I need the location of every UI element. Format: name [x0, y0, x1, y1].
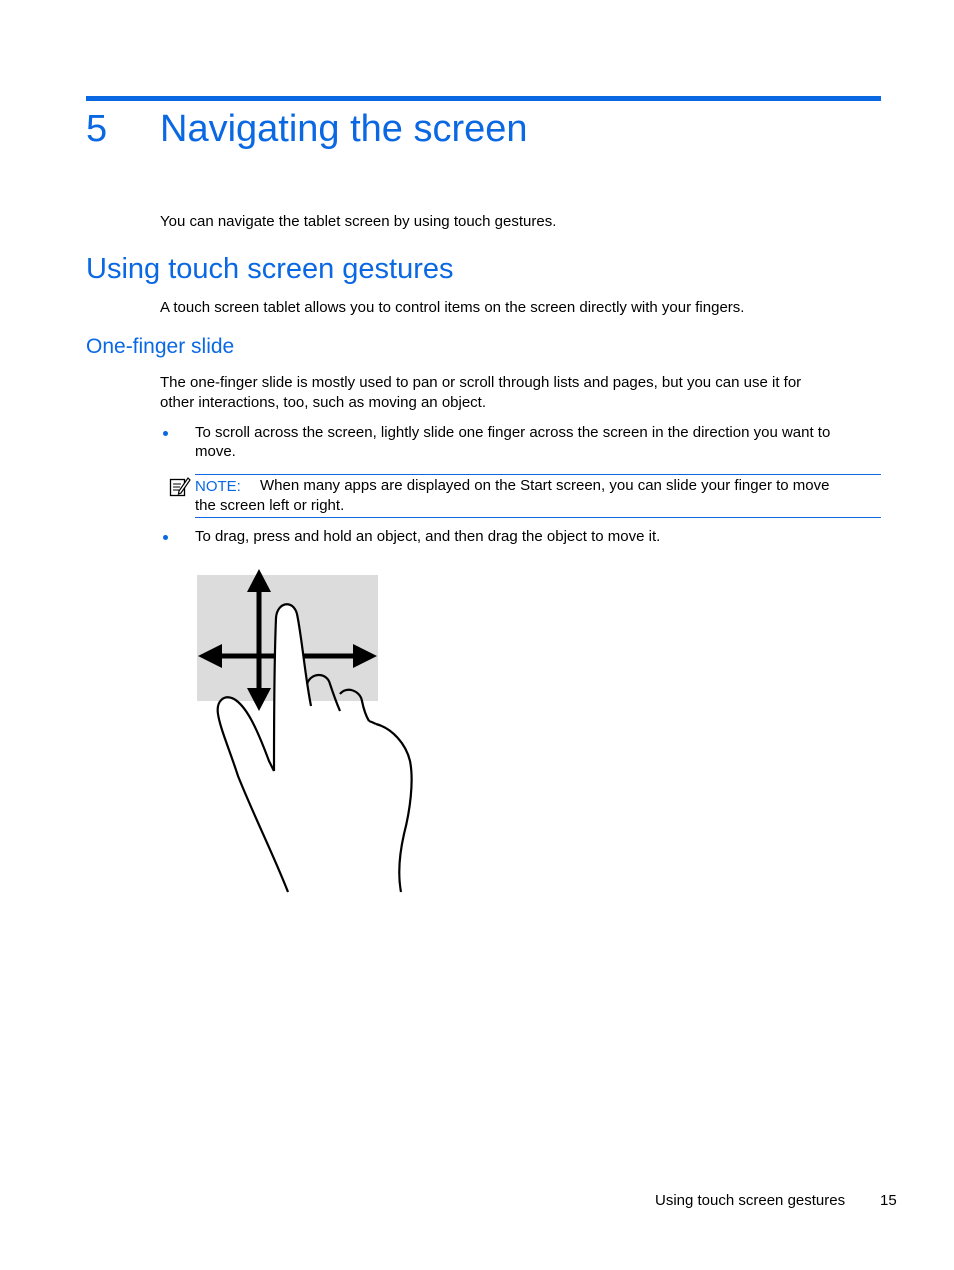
bullet-2: To drag, press and hold an object, and then drag the object to move it. — [195, 528, 661, 545]
note-label: NOTE: — [195, 478, 241, 495]
footer-section-title: Using touch screen gestures — [655, 1192, 846, 1209]
note-pad-pencil-icon — [169, 476, 191, 498]
paragraph-line-1: The one-finger slide is mostly used to pan or scroll through lists and pages, but you can use it for — [160, 374, 802, 391]
bullet-1-line-1: To scroll across the screen, lightly slide one finger across the screen in the direction you want to — [195, 424, 831, 441]
section-heading: Using touch screen gestures — [86, 253, 454, 285]
paragraph-line-2: other interactions, too, such as moving an object. — [160, 394, 487, 411]
chapter-rule — [86, 96, 881, 101]
subsection-heading: One-finger slide — [86, 335, 235, 358]
chapter-intro: You can navigate the tablet screen by using touch gestures. — [160, 213, 557, 230]
bullet-dot — [163, 431, 168, 436]
chapter-number: 5 — [86, 108, 108, 150]
note-line-1: When many apps are displayed on the Start screen, you can slide your finger to move — [260, 477, 830, 494]
note-top-rule — [195, 474, 881, 475]
hand-pointing-with-four-way-arrows-icon — [194, 566, 416, 898]
footer-page-number: 15 — [880, 1192, 897, 1209]
note-bottom-rule — [195, 517, 881, 518]
chapter-title: Navigating the screen — [160, 108, 528, 150]
bullet-1-line-2: move. — [195, 443, 236, 460]
section-intro: A touch screen tablet allows you to control items on the screen directly with your fingers. — [160, 299, 745, 316]
note-line-2: the screen left or right. — [195, 497, 345, 514]
bullet-dot — [163, 535, 168, 540]
